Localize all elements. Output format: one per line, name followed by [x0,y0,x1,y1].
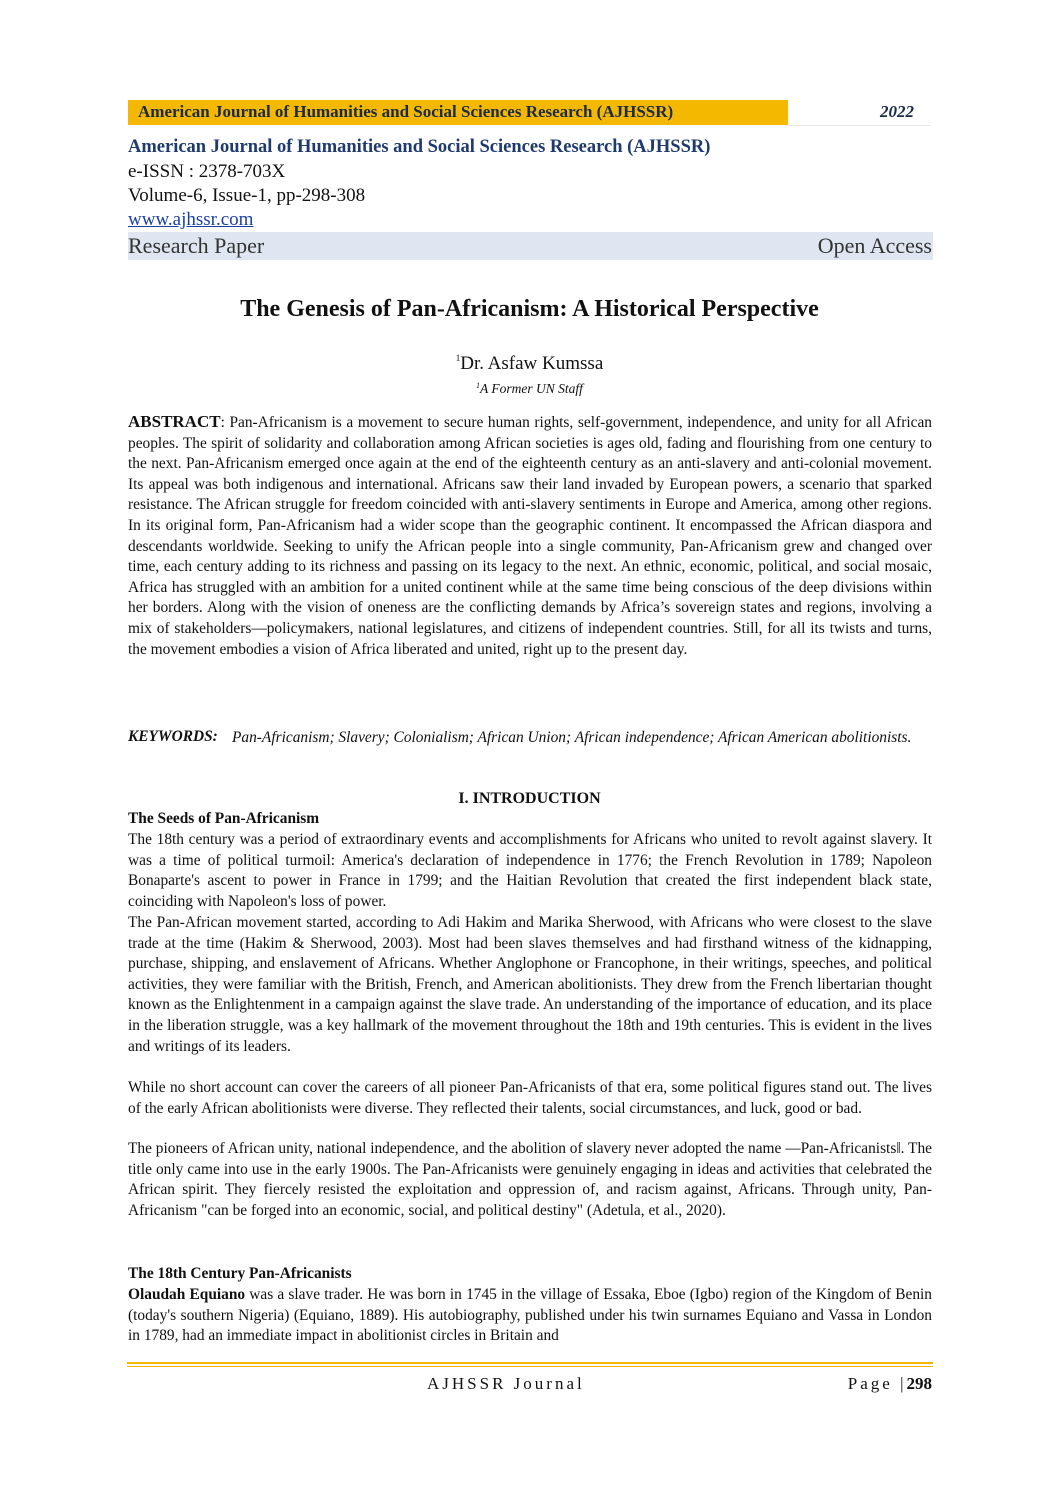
footer-rule-thin [127,1366,933,1367]
person-name: Olaudah Equiano [128,1286,246,1303]
subheading-18th-century: The 18th Century Pan-Africanists [128,1265,352,1282]
abstract-label: ABSTRACT [128,412,221,431]
page-label: Page | [847,1374,907,1393]
footer-journal: AJHSSR Journal [427,1374,585,1393]
volume-info: Volume-6, Issue-1, pp-298-308 [128,185,366,206]
abstract [128,412,932,660]
abstract-text: : Pan-Africanism is a movement to secure human rights, self-government, independence, and unity for all African peoples. The spirit of solidarity and collaboration among African societies is ages old, fading and flourishing from one century to the next. Pan-Africanism emerged once again at the end of the eighteenth century as an anti-slavery and anti-colonial movement. Its appeal was both indigenous and international. Africans saw their land invaded by European powers, a scenario that sparked resistance. The African struggle for freedom coincided with anti-slavery sentiments in Europe and America, among other regions. In its original form, Pan-Africanism had a wider scope than the geographic continent. It encompassed the African diaspora and descendants worldwide. Seeking to unify the African people into a single community, Pan-Africanism grew and changed over time, each century adding to its richness and passing on its legacy to the next. An ethnic, economic, political, and social mosaic, Africa has struggled with an ambition for a united continent while at the same time being conscious of the deep divisions within her borders. Along with the vision of oneness are the conflicting demands by Africa’s sovereign states and regions, involving a mix of stakeholders—policymakers, national legislatures, and citizens of independent countries. Still, for all its twists and turns, the movement embodies a vision of Africa liberated and united, right up to the present day. [128,414,932,658]
paper-title: The Genesis of Pan-Africanism: A Historical Perspective [240,296,819,322]
affiliation: A Former UN Staff [480,381,583,396]
affiliation-line [0,381,1059,397]
intro-paragraph-5 [128,1285,932,1347]
journal-name: American Journal of Humanities and Social Sciences Research (AJHSSR) [128,137,711,157]
access-type: Open Access [817,233,932,258]
intro-paragraph-4: The pioneers of African unity, national independence, and the abolition of slavery never adopted the name ―Pan-Africanists‖. The title only came into use in the early 1900s. The Pan-Africanists were genuinely engaging in ideas and activities that celebrated the African spirit. They fiercely resisted the exploitation and oppression of, and racism against, Africans. Through unity, Pan-Africanism "can be forged into an economic, social, and political destiny" (Adetula, et al., 2020). [128,1140,932,1219]
subheading-seeds: The Seeds of Pan-Africanism [128,810,320,827]
author-name: Dr. Asfaw Kumssa [460,353,604,374]
intro-paragraph-3: While no short account can cover the careers of all pioneer Pan-Africanists of that era, some political figures stand out. The lives of the early African abolitionists were diverse. They reflected their talents, social circumstances, and luck, good or bad. [128,1079,932,1117]
journal-website-link[interactable]: www.ajhssr.com [128,209,254,230]
section-heading: I. INTRODUCTION [458,790,601,807]
intro-paragraph-1: The 18th century was a period of extraordinary events and accomplishments for Africans who united to revolt against slavery. It was a time of political turmoil: America's declaration of independence in 1776; the French Revolution in 1789; Napoleon Bonaparte's ascent to power in France in 1799; and the Haitian Revolution that created the first independent black state, coinciding with Napoleon's loss of power. [128,831,932,910]
running-header-journal: American Journal of Humanities and Social Sciences Research (AJHSSR) [138,102,674,121]
issn: e-ISSN : 2378-703X [128,161,286,182]
author-marker: 1 [455,353,461,363]
footer-page [848,1374,932,1394]
keywords-label: KEYWORDS: [128,728,218,745]
running-header-year: 2022 [880,102,914,121]
intro-paragraph-2: The Pan-African movement started, according to Adi Hakim and Marika Sherwood, with Africans who were closest to the slave trade at the time (Hakim & Sherwood, 2003). Most had been slaves themselves and had firsthand witness of the kidnapping, purchase, shipping, and enslavement of Africans. Whether Anglophone or Francophone, in their writings, speeches, and political activities, they were familiar with the British, French, and American abolitionists. They drew from the French libertarian thought known as the Enlightenment in a campaign against the slave trade. An understanding of the importance of education, and its place in the liberation struggle, was a key hallmark of the movement throughout the 18th and 19th centuries. This is evident in the lives and writings of its leaders. [128,914,932,1055]
author-line [0,353,1059,375]
affiliation-marker: 1 [476,381,481,390]
keywords-text: Pan-Africanism; Slavery; Colonialism; African Union; African independence; African American abolitionists. [232,729,912,746]
paper-type: Research Paper [128,233,265,258]
footer-rule [127,1362,933,1364]
equiano-text: was a slave trader. He was born in 1745 in the village of Essaka, Eboe (Igbo) region of the Kingdom of Benin (today's southern Nigeria) (Equiano, 1889). His autobiography, published under his twin surnames Equiano and Vassa in London in 1789, had an immediate impact in abolitionist circles in Britain and [128,1286,932,1345]
page-number: 298 [906,1374,932,1393]
